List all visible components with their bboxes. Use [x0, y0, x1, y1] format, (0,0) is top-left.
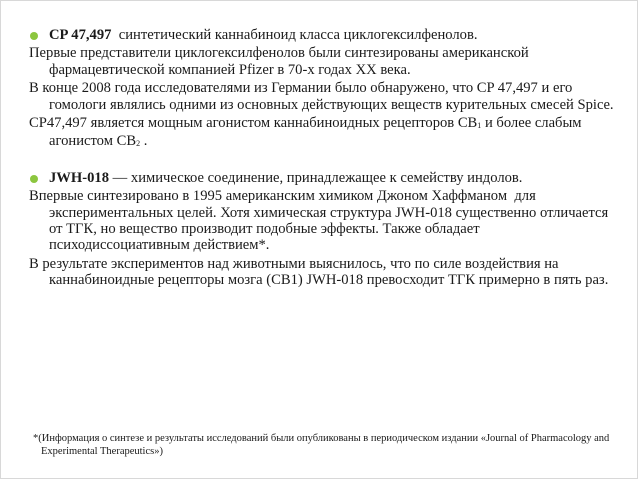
green-bullet-icon — [30, 32, 38, 40]
slide-content — [29, 27, 619, 289]
paragraph-huffman: Впервые синтезировано в 1995 американским химиком Джоном Хаффманом для экспериментальных целей. Хотя химическая структура JWH-018 существенно отличается от ТГК, но вещество производит подобные эффекты. Также обладает психодиссоциативным действием*. — [29, 188, 612, 254]
paragraph-pfizer: Первые представители циклогексилфенолов были синтезированы американской фармацевтической компанией Pfizer в 70-х годах XX века. — [29, 45, 529, 78]
term-cp47497-definition: синтетический каннабиноид класса циклогексилфенолов. — [111, 27, 478, 43]
paragraph-agonist: CP47,497 является мощным агонистом каннабиноидных рецепторов CB1 и более слабым агонистом CB2 . — [29, 115, 582, 150]
subscript-1: 1 — [477, 121, 482, 131]
subscript-2: 2 — [136, 139, 141, 149]
paragraph-experiments: В результате экспериментов над животными выяснилось, что по силе воздействия на каннабиноидные рецепторы мозга (CB1) JWH-018 превосходит ТГК примерно в пять раз. — [29, 255, 609, 289]
term-jwh018: JWH-018 — [49, 169, 109, 186]
green-bullet-icon — [30, 175, 38, 183]
paragraph-germany-spice: В конце 2008 года исследователями из Германии было обнаружено, что CP 47,497 и его гомологи являлись одними из основных действующих веществ курительных смесей Spice. — [29, 80, 614, 113]
section-jwh018-heading — [29, 170, 619, 186]
term-cp47497: CP 47,497 — [49, 27, 112, 43]
section-cp47497-heading — [29, 27, 619, 43]
term-jwh018-definition: — химическое соединение, принадлежащее к семейству индолов. — [109, 169, 523, 186]
footnote: *(Информация о синтезе и результаты исследований были опубликованы в периодическом издании «Journal of Pharmacology and Experimental Therapeutics») — [33, 433, 610, 457]
